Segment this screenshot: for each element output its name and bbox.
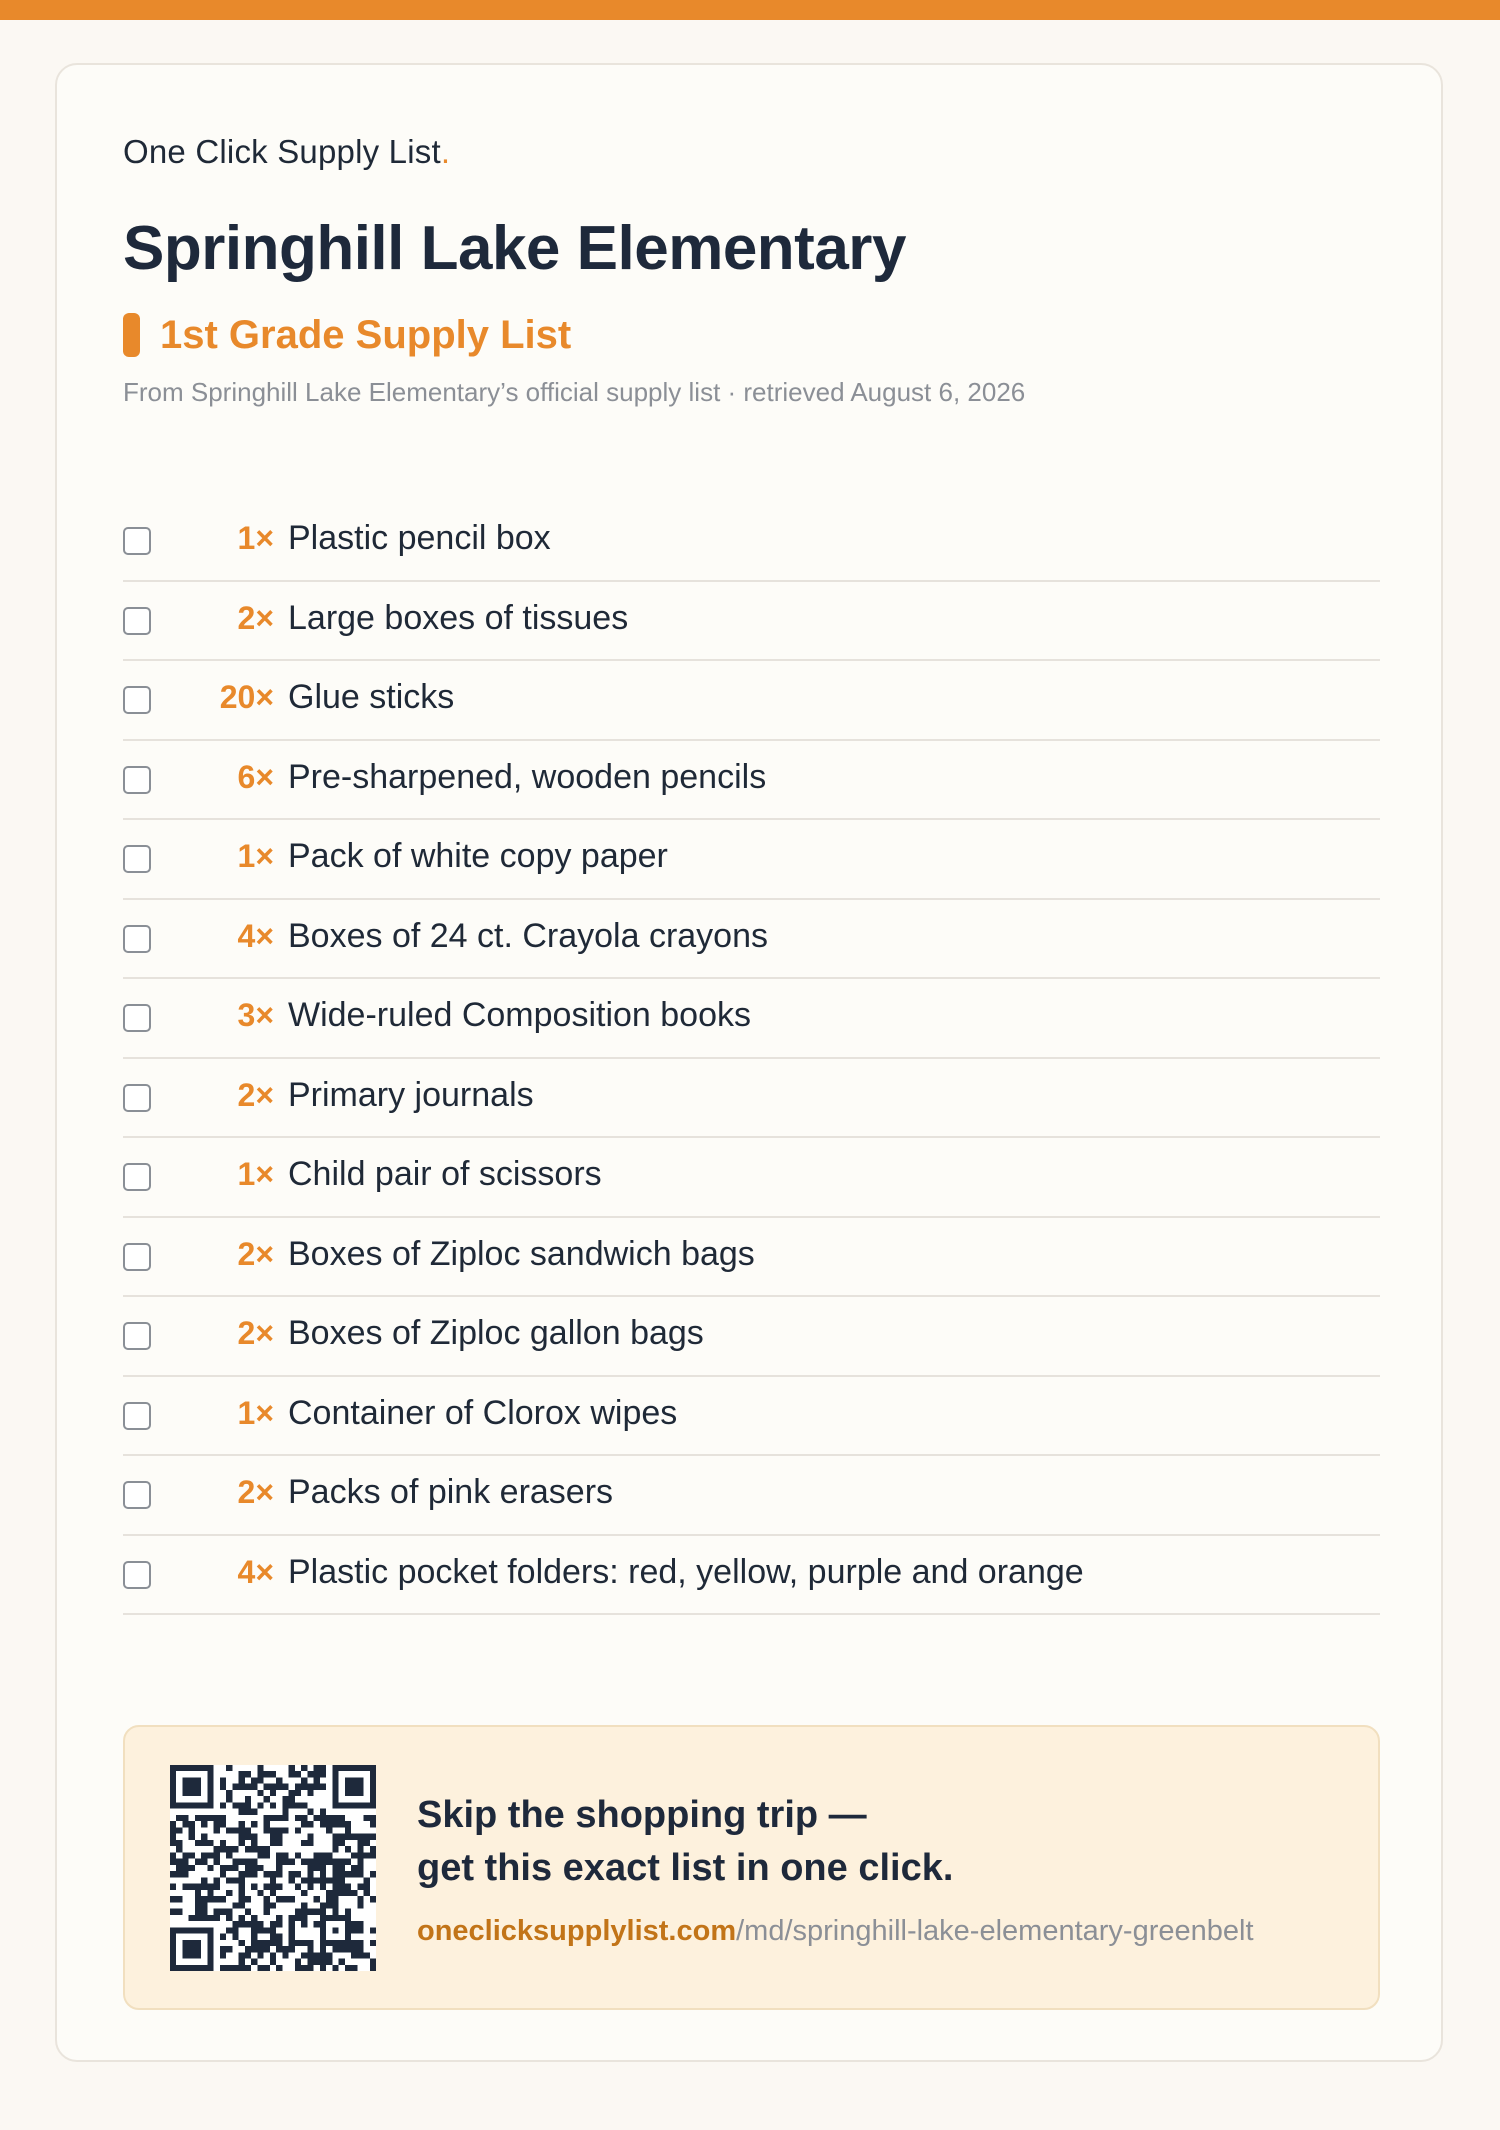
promo-url-path: /md/springhill-lake-elementary-greenbelt	[736, 1915, 1254, 1947]
brand-text: One Click Supply List	[123, 133, 441, 170]
item-quantity	[183, 997, 274, 1034]
item-name: Boxes of Ziploc sandwich bags	[288, 1234, 755, 1273]
item-quantity-number: 1	[237, 838, 256, 874]
list-item	[123, 820, 1380, 900]
item-name: Plastic pencil box	[288, 519, 551, 557]
item-quantity-suffix: ×	[255, 1474, 274, 1510]
promo-link[interactable]	[417, 1915, 1254, 1948]
heading-accent-bar	[123, 313, 140, 357]
item-quantity-number: 2	[237, 1474, 256, 1510]
list-item	[123, 1456, 1380, 1536]
promo-headline	[417, 1789, 953, 1895]
item-quantity	[183, 600, 274, 637]
item-name: Pre-sharpened, wooden pencils	[288, 757, 767, 796]
item-quantity-number: 6	[237, 758, 256, 795]
qr-code-icon[interactable]	[170, 1765, 376, 1971]
item-checkbox[interactable]	[123, 1402, 151, 1430]
item-quantity-suffix: ×	[255, 1394, 274, 1431]
item-quantity-suffix: ×	[255, 1076, 274, 1113]
item-name: Pack of white copy paper	[288, 837, 668, 875]
promo-box	[123, 1725, 1380, 2010]
item-quantity	[183, 759, 274, 796]
item-quantity	[183, 838, 274, 875]
list-item	[123, 582, 1380, 662]
promo-url-domain: oneclicksupplylist.com	[417, 1915, 737, 1947]
item-quantity-suffix: ×	[255, 599, 274, 636]
item-quantity	[183, 1395, 274, 1432]
item-checkbox[interactable]	[123, 1163, 151, 1191]
promo-line-2: get this exact list in one click.	[417, 1847, 954, 1889]
item-name: Boxes of Ziploc gallon bags	[288, 1314, 704, 1352]
grade-list-title: 1st Grade Supply List	[160, 312, 572, 357]
list-item	[123, 900, 1380, 980]
top-accent-bar	[0, 0, 1500, 20]
item-quantity-number: 2	[237, 1076, 256, 1113]
item-quantity-suffix: ×	[255, 758, 274, 795]
brand-dot: .	[440, 133, 451, 170]
item-quantity-number: 1	[237, 520, 256, 556]
list-item	[123, 741, 1380, 821]
item-checkbox[interactable]	[123, 1004, 151, 1032]
item-checkbox[interactable]	[123, 925, 151, 953]
item-quantity-suffix: ×	[255, 1553, 274, 1590]
item-name: Boxes of 24 ct. Crayola crayons	[288, 916, 769, 955]
item-quantity	[183, 1236, 274, 1273]
item-quantity	[183, 1474, 274, 1511]
item-quantity	[183, 520, 274, 557]
list-item	[123, 661, 1380, 741]
item-quantity-suffix: ×	[255, 679, 274, 715]
item-checkbox[interactable]	[123, 1084, 151, 1112]
item-quantity-suffix: ×	[255, 1315, 274, 1351]
item-quantity	[183, 1554, 274, 1591]
item-quantity	[183, 918, 274, 955]
list-item	[123, 1138, 1380, 1218]
promo-line-1: Skip the shopping trip —	[417, 1794, 867, 1836]
item-quantity-suffix: ×	[255, 997, 274, 1033]
item-quantity-suffix: ×	[255, 917, 274, 954]
item-quantity	[183, 679, 274, 716]
item-quantity-number: 3	[237, 997, 256, 1033]
item-quantity	[183, 1077, 274, 1114]
item-name: Packs of pink erasers	[288, 1473, 614, 1511]
item-checkbox[interactable]	[123, 766, 151, 794]
item-checkbox[interactable]	[123, 1561, 151, 1589]
list-item	[123, 1059, 1380, 1139]
item-checkbox[interactable]	[123, 1243, 151, 1271]
item-quantity-number: 4	[237, 917, 256, 954]
item-quantity-number: 4	[237, 1553, 256, 1590]
item-checkbox[interactable]	[123, 845, 151, 873]
item-quantity-suffix: ×	[255, 520, 274, 556]
item-quantity-number: 20	[219, 679, 256, 715]
item-name: Container of Clorox wipes	[288, 1393, 678, 1432]
list-item	[123, 1218, 1380, 1298]
item-quantity-number: 2	[237, 599, 256, 636]
list-heading	[123, 310, 571, 360]
source-note: From Springhill Lake Elementary’s official supply list · retrieved August 6, 2026	[123, 377, 1026, 407]
item-quantity-suffix: ×	[255, 838, 274, 874]
item-name: Glue sticks	[288, 678, 455, 716]
item-quantity	[183, 1315, 274, 1352]
list-item	[123, 979, 1380, 1059]
item-name: Child pair of scissors	[288, 1155, 602, 1193]
item-checkbox[interactable]	[123, 527, 151, 555]
supply-list-card	[55, 63, 1443, 2062]
list-item	[123, 1536, 1380, 1616]
supply-items-list	[123, 502, 1380, 1615]
item-quantity-number: 1	[237, 1394, 256, 1431]
list-item	[123, 1377, 1380, 1457]
item-checkbox[interactable]	[123, 1481, 151, 1509]
list-item	[123, 1297, 1380, 1377]
item-quantity	[183, 1156, 274, 1193]
item-quantity-suffix: ×	[255, 1235, 274, 1272]
item-checkbox[interactable]	[123, 686, 151, 714]
item-checkbox[interactable]	[123, 607, 151, 635]
item-quantity-number: 1	[237, 1156, 256, 1192]
item-name: Primary journals	[288, 1075, 534, 1114]
list-item	[123, 502, 1380, 582]
item-quantity-number: 2	[237, 1235, 256, 1272]
item-quantity-number: 2	[237, 1315, 256, 1351]
school-title: Springhill Lake Elementary	[123, 214, 906, 283]
item-name: Plastic pocket folders: red, yellow, purple and orange	[288, 1552, 1084, 1591]
brand-name	[123, 133, 450, 171]
item-name: Wide-ruled Composition books	[288, 996, 751, 1034]
item-name: Large boxes of tissues	[288, 598, 629, 637]
item-quantity-suffix: ×	[255, 1156, 274, 1192]
item-checkbox[interactable]	[123, 1322, 151, 1350]
